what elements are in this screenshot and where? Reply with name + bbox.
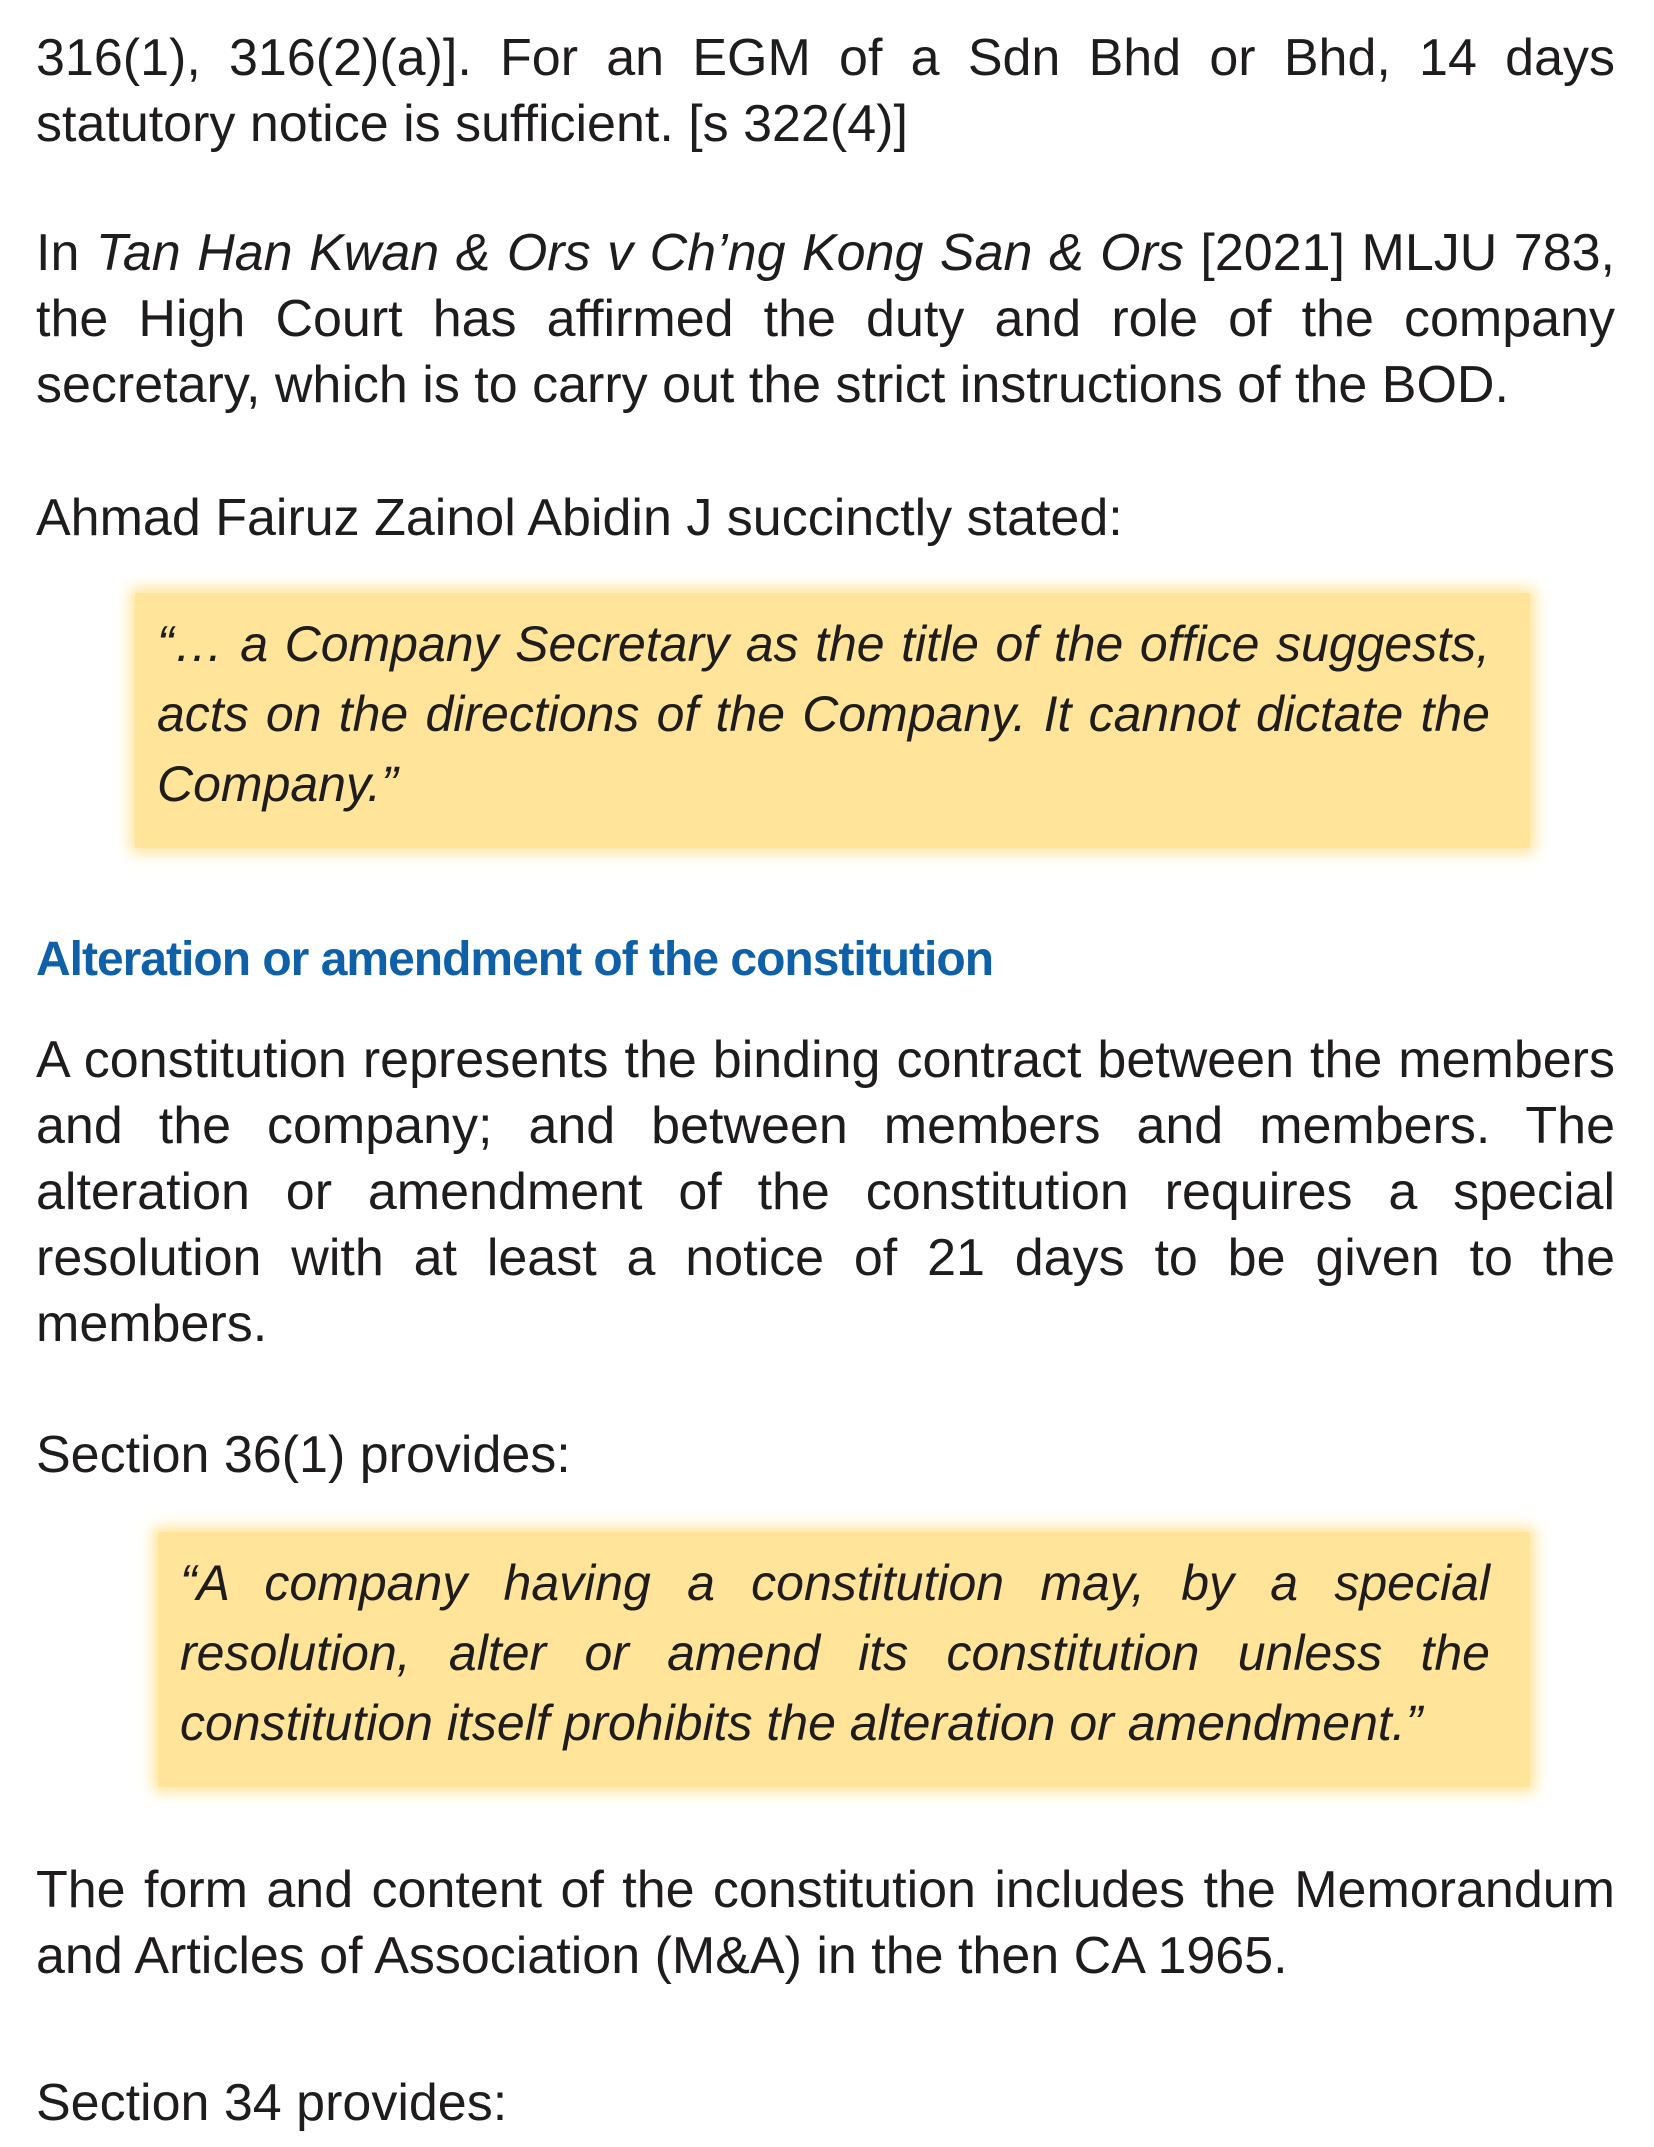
case-citation-italic: Tan Han Kwan & Ors v Ch’ng Kong San & Ors bbox=[95, 224, 1184, 282]
heading-alteration-amendment: Alteration or amendment of the constitution bbox=[36, 933, 994, 986]
document-content bbox=[36, 25, 1615, 2136]
para-form-content: The form and content of the constitution includes the Memorandum and Articles of Association (M&A) in the then CA 1965. bbox=[36, 1861, 1615, 1985]
para-case-prefix: In bbox=[36, 224, 96, 282]
para-constitution-contract: A constitution represents the binding contract between the members and the company; and between members and members. The alteration or amendment of the constitution requires a special resolution with at least a notice of 21 days to be given to the members. bbox=[36, 1031, 1615, 1353]
quote-box-company-secretary: “… a Company Secretary as the title of the office suggests, acts on the directions of the Company. It cannot dictate the Company.” bbox=[135, 593, 1530, 848]
para-case-suffix: [2021] MLJU 783, the High Court has affirmed the duty and role of the company secretary, which is to carry out the strict instructions of the BOD. bbox=[36, 224, 1615, 414]
para-section-36-label: Section 36(1) provides: bbox=[36, 1426, 571, 1484]
para-section-34-label: Section 34 provides: bbox=[36, 2074, 508, 2132]
para-judge-statement: Ahmad Fairuz Zainol Abidin J succinctly stated: bbox=[36, 489, 1123, 547]
para-case-tan-han-kwan bbox=[36, 220, 1615, 418]
quote-box-section-36: “A company having a constitution may, by a special resolution, alter or amend its constitution unless the constitution itself prohibits the alteration or amendment.” bbox=[158, 1532, 1530, 1787]
para-statutory-notice: 316(1), 316(2)(a)]. For an EGM of a Sdn Bhd or Bhd, 14 days statutory notice is sufficient. [s 322(4)] bbox=[36, 29, 1615, 153]
